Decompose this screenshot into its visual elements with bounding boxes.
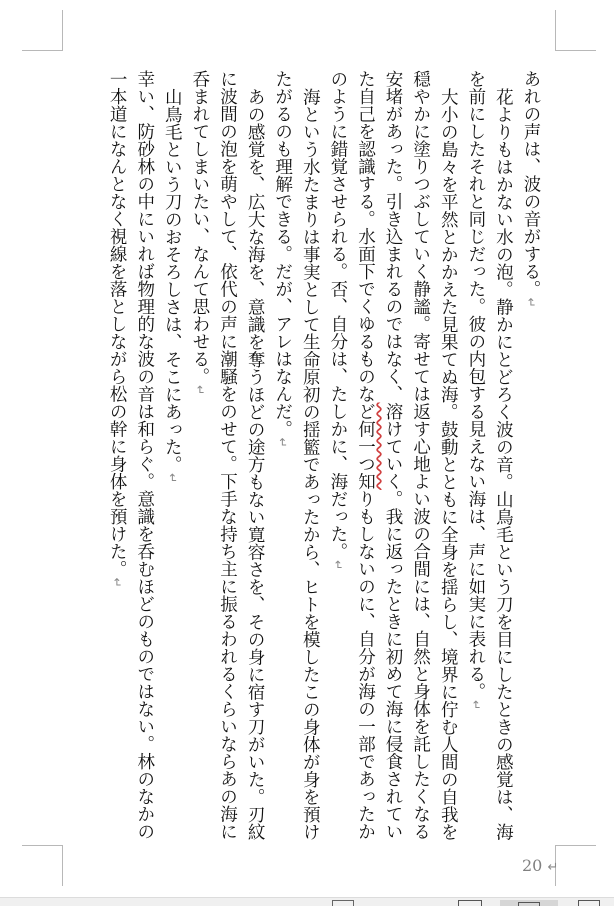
paragraph: あれの声は、波の音がする。↵ bbox=[521, 70, 541, 308]
paragraph-mark-icon: ↵ bbox=[110, 577, 125, 588]
bottom-left-corner-mark bbox=[22, 845, 63, 886]
spelling-flag[interactable]: 溶けていく bbox=[383, 402, 404, 490]
paragraph-mark-icon: ↵ bbox=[275, 437, 290, 448]
web-layout-icon[interactable] bbox=[578, 900, 600, 906]
print-layout-icon[interactable] bbox=[500, 900, 558, 906]
top-left-corner-mark bbox=[22, 10, 63, 51]
status-bar bbox=[0, 897, 614, 906]
paragraph: 幸い、防砂林の中にいれば物理的な波の音は和らぐ。意識を呑むほどのものではない。林のなかの一本道になんとなく視線を落としながら松の幹に身体を預けた。↵ bbox=[107, 70, 155, 840]
paragraph-mark-icon: ↵ bbox=[330, 560, 345, 571]
paragraph-mark-icon: ↵ bbox=[468, 700, 483, 711]
page-number: 20 ↵ bbox=[522, 856, 559, 875]
paragraph: あの感覚を、広大な海を、意識を奪うほどの途方もない寛容さを、その身に宿す刀がいた。刃紋に波間の泡を萌やして、依代の声に潮騒をのせて。下手な持ち主に振るわれるくらいならあの海に呑まれてしまいたい、なんて思わせる。↵ bbox=[189, 70, 266, 840]
top-right-corner-mark bbox=[555, 10, 596, 51]
paragraph: 花よりもはかない水の泡。静かにとどろく波の音。山鳥毛という刀を目にしたときの感覚は、海を前にしたそれと同じだった。彼の内包する見えない海は、声に如実に表れる。↵ bbox=[465, 70, 514, 840]
read-mode-icon[interactable] bbox=[458, 900, 482, 906]
bottom-right-corner-mark bbox=[555, 845, 596, 886]
paragraph-mark-icon: ↵ bbox=[524, 297, 538, 308]
focus-mode-icon[interactable] bbox=[332, 900, 354, 906]
vertical-text-body[interactable] bbox=[78, 70, 544, 840]
paragraph: 海という水たまりは事実として生命原初の揺籃であったから、ヒトを模したこの身体が身を預けたがるのも理解できる。だが、アレはなんだ。↵ bbox=[272, 70, 321, 840]
paragraph-mark-icon: ↵ bbox=[192, 385, 207, 396]
paragraph-mark-icon: ↵ bbox=[547, 860, 559, 875]
paragraph: 大小の島々を平然とかかえた見果てぬ海。鼓動とともに全身を揺らし、境界に佇む人間の自我を穏やかに塗りつぶしていく静謐。寄せては返す心地よい波の合間には、自然と身体を託したくなる安堵があった。引き込まれるのではなく、溶けていく。我に返ったときに初めて海に侵食されていた自己を認識する。水面下でくゆるものなど何一つ知りもしないのに、自分が海の一部であったかのように錯覚させられる。否、自分は、たしかに、海だった。↵ bbox=[327, 70, 459, 840]
paragraph-mark-icon: ↵ bbox=[165, 472, 180, 483]
paragraph: 山鳥毛という刀のおそろしさは、そこにあった。↵ bbox=[162, 87, 183, 483]
